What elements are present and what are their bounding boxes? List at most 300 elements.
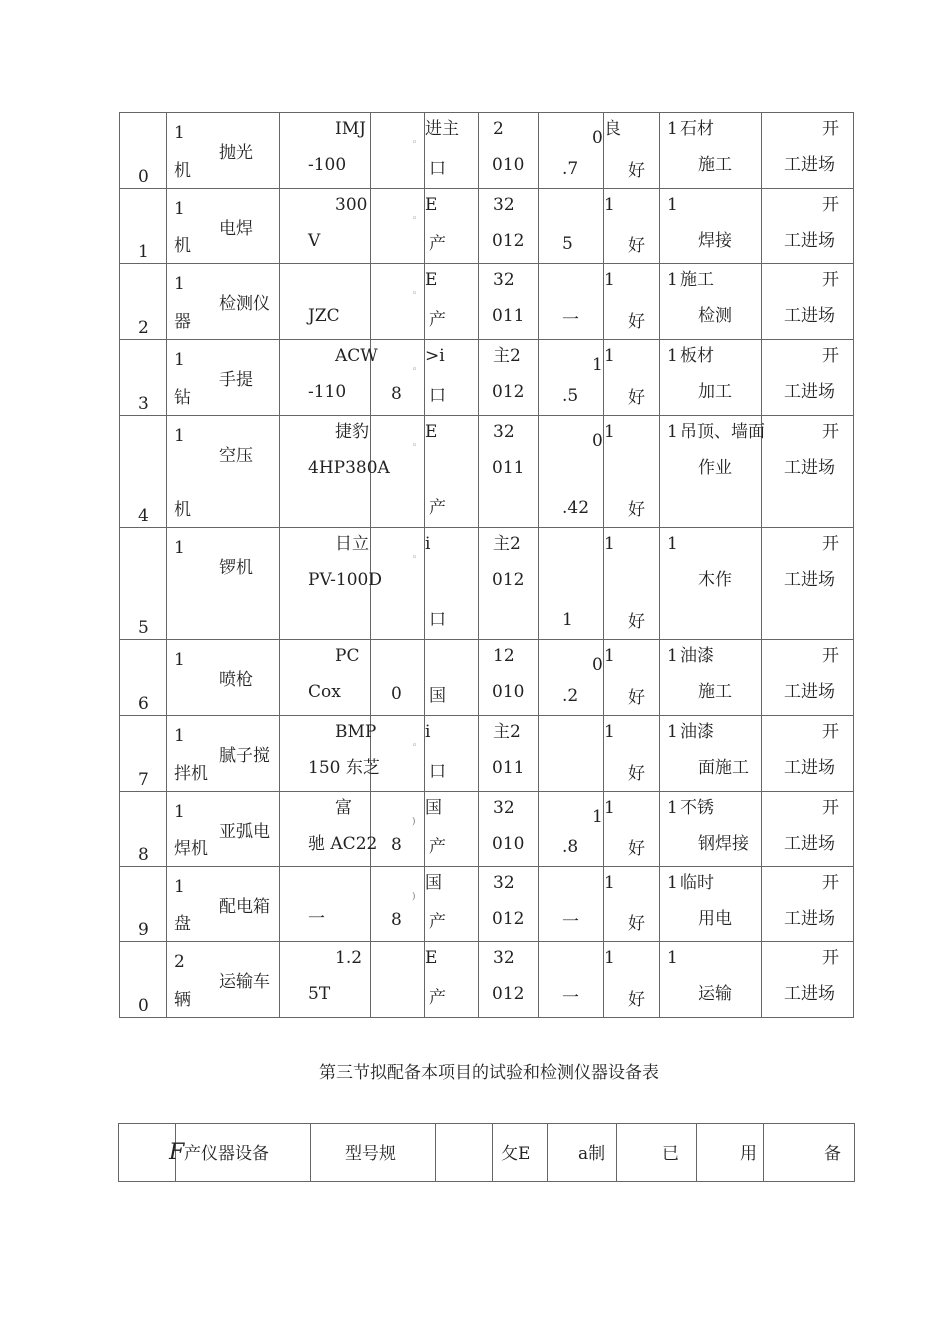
cell-text: 工进场	[784, 758, 835, 778]
cell-text: 开	[822, 195, 839, 215]
equipment-cell	[660, 792, 762, 867]
cell-text: 一	[308, 909, 325, 929]
equipment-cell	[371, 340, 425, 416]
cell-text: 2	[138, 318, 149, 338]
equipment-cell	[371, 792, 425, 867]
cell-text: 油漆	[680, 722, 714, 742]
cell-text: 1	[174, 802, 185, 822]
cell-text: 拌机	[174, 764, 208, 784]
equipment-cell	[120, 792, 167, 867]
cell-text: 焊机	[174, 839, 208, 859]
equipment-row	[120, 113, 854, 189]
equipment-cell	[660, 716, 762, 792]
cell-text: 012	[492, 231, 525, 251]
cell-text: 2	[493, 119, 504, 139]
equipment-cell	[280, 264, 371, 340]
equipment-row	[120, 189, 854, 264]
equipment-cell	[539, 264, 604, 340]
cell-text: 产	[429, 498, 446, 518]
equipment-cell	[120, 942, 167, 1018]
cell-text: 7	[138, 770, 149, 790]
cell-text: 12	[493, 646, 515, 666]
equipment-cell	[604, 189, 660, 264]
equipment-cell	[371, 113, 425, 189]
cell-text: 石材	[680, 119, 714, 139]
header-cell: 备	[764, 1124, 855, 1182]
cell-text: 1	[667, 798, 678, 818]
cell-text: 好	[628, 161, 645, 181]
equipment-cell	[539, 792, 604, 867]
cell-text: 口	[429, 159, 446, 179]
cell-text: 好	[628, 688, 645, 708]
cell-text: ◦	[412, 741, 418, 751]
cell-text: 器	[174, 312, 191, 332]
cell-text: 1	[604, 195, 615, 215]
header-cell: 型号规	[311, 1124, 436, 1182]
equipment-cell	[167, 113, 280, 189]
cell-text: 1	[667, 873, 678, 893]
cell-text: 工进场	[784, 306, 835, 326]
cell-text: ◦	[412, 214, 418, 224]
cell-text: 日立	[335, 534, 369, 554]
cell-text: 油漆	[680, 646, 714, 666]
equipment-cell	[425, 640, 479, 716]
equipment-cell	[604, 264, 660, 340]
cell-text: 电焊	[219, 219, 253, 239]
cell-text: 012	[492, 909, 525, 929]
cell-text: ◦	[412, 138, 418, 148]
cell-text: 工进场	[784, 834, 835, 854]
equipment-cell	[425, 792, 479, 867]
cell-text: E	[425, 195, 438, 215]
equipment-cell	[604, 340, 660, 416]
equipment-cell	[539, 942, 604, 1018]
cell-text: 工进场	[784, 231, 835, 251]
equipment-cell	[762, 640, 854, 716]
equipment-cell	[280, 716, 380, 792]
cell-text: 5	[562, 234, 573, 254]
cell-text: 不锈	[680, 798, 714, 818]
cell-text: 1	[667, 646, 678, 666]
cell-text: 1	[604, 270, 615, 290]
header-cell: 攵E	[493, 1124, 548, 1182]
section-title: 第三节拟配备本项目的试验和检测仪器设备表	[319, 1063, 659, 1083]
header-cell: a制	[548, 1124, 617, 1182]
equipment-cell	[539, 113, 604, 189]
equipment-cell	[280, 942, 371, 1018]
cell-text: E	[425, 948, 438, 968]
cell-text: 011	[492, 758, 525, 778]
equipment-row	[120, 942, 854, 1018]
cell-text: 吊顶、墙面	[680, 422, 765, 442]
equipment-cell	[604, 942, 660, 1018]
equipment-cell	[539, 189, 604, 264]
cell-text: 0	[138, 996, 149, 1016]
cell-text: 开	[822, 798, 839, 818]
cell-text: 1	[604, 722, 615, 742]
cell-text: 产	[429, 234, 446, 254]
cell-text: 口	[429, 386, 446, 406]
cell-text: 产	[429, 837, 446, 857]
equipment-cell	[425, 867, 479, 942]
cell-text: -110	[308, 382, 347, 402]
cell-text: .7	[562, 159, 579, 179]
cell-text: 好	[628, 312, 645, 332]
equipment-cell	[280, 867, 371, 942]
cell-text: 1	[604, 646, 615, 666]
cell-text: 1	[667, 270, 678, 290]
header-cell: F	[119, 1124, 176, 1182]
cell-text: 0	[138, 167, 149, 187]
cell-text: .2	[562, 686, 579, 706]
equipment-cell	[371, 416, 425, 528]
cell-text: BMP	[335, 722, 377, 742]
cell-text: 1	[604, 534, 615, 554]
equipment-cell	[479, 340, 539, 416]
cell-text: 1	[667, 948, 678, 968]
cell-text: 5	[138, 618, 149, 638]
cell-text: 面施工	[698, 758, 749, 778]
equipment-cell	[762, 264, 854, 340]
cell-text: ACW	[335, 346, 378, 366]
equipment-row	[120, 340, 854, 416]
cell-text: 9	[138, 920, 149, 940]
cell-text: 8	[138, 845, 149, 865]
equipment-row	[120, 264, 854, 340]
equipment-row	[120, 792, 854, 867]
equipment-cell	[425, 113, 479, 189]
equipment-cell	[371, 867, 425, 942]
cell-text: 运输车	[219, 972, 270, 992]
cell-text: 1	[174, 650, 185, 670]
cell-text: 0	[592, 655, 603, 675]
instrument-header-row	[119, 1124, 855, 1182]
equipment-cell	[167, 416, 280, 528]
equipment-cell	[479, 640, 539, 716]
cell-text: 好	[628, 990, 645, 1010]
equipment-cell	[539, 867, 604, 942]
cell-text: 012	[492, 382, 525, 402]
cell-text: 1	[592, 355, 603, 375]
cell-text: 机	[174, 500, 191, 520]
cell-text: 钻	[174, 388, 191, 408]
cell-text: 配电箱	[219, 897, 270, 917]
cell-text: 用电	[698, 909, 732, 929]
cell-text: 工进场	[784, 155, 835, 175]
cell-text: 1	[604, 422, 615, 442]
cell-text: 木作	[698, 570, 732, 590]
cell-text: 1	[174, 274, 185, 294]
equipment-cell	[479, 113, 539, 189]
equipment-row	[120, 716, 854, 792]
equipment-cell	[371, 528, 425, 640]
equipment-cell	[479, 189, 539, 264]
cell-text: E	[425, 422, 438, 442]
cell-text: 1	[174, 538, 185, 558]
equipment-cell	[604, 528, 660, 640]
cell-text: V	[308, 231, 321, 251]
cell-text: 工进场	[784, 458, 835, 478]
equipment-cell	[479, 792, 539, 867]
equipment-cell	[604, 792, 660, 867]
cell-text: ◦	[412, 441, 418, 451]
cell-text: 1	[562, 610, 573, 630]
equipment-cell	[425, 716, 479, 792]
equipment-cell	[660, 189, 762, 264]
equipment-row	[120, 416, 854, 528]
cell-text: 1	[604, 873, 615, 893]
cell-text: 32	[493, 422, 515, 442]
cell-text: 运输	[698, 984, 732, 1004]
equipment-cell	[167, 792, 280, 867]
cell-text: 1	[174, 123, 185, 143]
equipment-cell	[280, 340, 378, 416]
cell-text: 好	[628, 236, 645, 256]
equipment-cell	[762, 113, 854, 189]
equipment-cell	[120, 113, 167, 189]
cell-text: 32	[493, 798, 515, 818]
equipment-cell	[371, 942, 425, 1018]
cell-text: 产	[429, 912, 446, 932]
cell-text: 32	[493, 195, 515, 215]
equipment-cell	[371, 189, 425, 264]
equipment-cell	[660, 340, 762, 416]
cell-text: 辆	[174, 990, 191, 1010]
header-cell: 用	[697, 1124, 764, 1182]
cell-text: 进主	[425, 119, 459, 139]
equipment-cell	[425, 416, 479, 528]
equipment-cell	[167, 340, 280, 416]
equipment-cell	[425, 942, 479, 1018]
cell-text: 32	[493, 873, 515, 893]
equipment-cell	[762, 792, 854, 867]
cell-text: 国	[425, 798, 442, 818]
equipment-cell	[762, 867, 854, 942]
cell-text: 0	[592, 431, 603, 451]
equipment-cell	[762, 528, 854, 640]
cell-text: 产	[429, 988, 446, 1008]
equipment-cell	[539, 640, 604, 716]
cell-text: .42	[562, 498, 590, 518]
equipment-cell	[479, 528, 539, 640]
equipment-cell	[539, 528, 604, 640]
equipment-cell	[120, 340, 167, 416]
cell-text: 011	[492, 458, 525, 478]
cell-text: IMJ	[335, 119, 366, 139]
cell-text: 良	[604, 119, 621, 139]
equipment-cell	[539, 416, 604, 528]
cell-text: 主2	[493, 534, 521, 554]
cell-text: 012	[492, 570, 525, 590]
equipment-cell	[479, 716, 539, 792]
cell-text: i	[425, 534, 431, 554]
cell-text: 一	[562, 988, 579, 1008]
equipment-cell	[539, 716, 604, 792]
equipment-cell	[167, 189, 280, 264]
cell-text: 空压	[219, 446, 253, 466]
cell-text: 好	[628, 914, 645, 934]
equipment-cell	[660, 942, 762, 1018]
equipment-cell	[280, 528, 382, 640]
equipment-cell	[167, 640, 280, 716]
equipment-cell	[660, 867, 762, 942]
cell-text: ◦	[412, 289, 418, 299]
equipment-cell	[371, 716, 425, 792]
cell-text: 1	[667, 195, 678, 215]
cell-text: 手提	[219, 370, 253, 390]
equipment-table	[119, 112, 854, 1018]
cell-text: 工进场	[784, 682, 835, 702]
cell-text: 1	[174, 350, 185, 370]
cell-text: 一	[562, 912, 579, 932]
cell-text: 开	[822, 422, 839, 442]
equipment-cell	[371, 264, 425, 340]
equipment-cell	[604, 640, 660, 716]
cell-text: 检测仪	[219, 294, 270, 314]
equipment-cell	[371, 640, 425, 716]
cell-text: 1.2	[335, 948, 363, 968]
cell-text: 1	[667, 346, 678, 366]
cell-text: 1	[604, 798, 615, 818]
cell-text: 工进场	[784, 909, 835, 929]
cell-text: 3	[138, 394, 149, 414]
cell-text: 好	[628, 764, 645, 784]
equipment-cell	[604, 716, 660, 792]
cell-text: ◦	[412, 365, 418, 375]
cell-text: 1	[604, 948, 615, 968]
cell-text: 开	[822, 646, 839, 666]
cell-text: 1	[667, 722, 678, 742]
cell-text: ◦	[412, 553, 418, 563]
cell-text: 抛光	[219, 143, 253, 163]
equipment-cell	[167, 528, 280, 640]
cell-text: 一	[562, 310, 579, 330]
cell-text: 8	[391, 835, 402, 855]
cell-text: 1	[174, 726, 185, 746]
cell-text: 锣机	[219, 558, 253, 578]
cell-text: .8	[562, 837, 579, 857]
equipment-cell	[425, 264, 479, 340]
cell-text: 板材	[680, 346, 714, 366]
cell-text: 0	[592, 128, 603, 148]
cell-text: 1	[604, 346, 615, 366]
cell-text: 主2	[493, 346, 521, 366]
equipment-cell	[762, 340, 854, 416]
cell-text: 5T	[308, 984, 331, 1004]
cell-text: 机	[174, 161, 191, 181]
equipment-cell	[660, 416, 765, 528]
equipment-cell	[167, 942, 280, 1018]
equipment-cell	[280, 113, 371, 189]
cell-text: 1	[667, 422, 678, 442]
cell-text: 1	[174, 199, 185, 219]
equipment-cell	[660, 528, 762, 640]
cell-text: 开	[822, 722, 839, 742]
cell-text: 好	[628, 388, 645, 408]
cell-text: 口	[429, 762, 446, 782]
cell-text: 检测	[698, 306, 732, 326]
cell-text: 加工	[698, 382, 732, 402]
cell-text: 工进场	[784, 570, 835, 590]
cell-text: 010	[492, 155, 525, 175]
cell-text: 1	[667, 119, 678, 139]
cell-text: 驰 AC22	[308, 834, 378, 854]
equipment-row	[120, 640, 854, 716]
cell-text: 国	[429, 686, 446, 706]
cell-text: 钢焊接	[698, 834, 749, 854]
cell-text: Cox	[308, 682, 341, 702]
equipment-cell	[120, 867, 167, 942]
cell-text: 富	[335, 798, 352, 818]
equipment-cell	[762, 189, 854, 264]
equipment-cell	[425, 189, 479, 264]
equipment-cell	[762, 942, 854, 1018]
cell-text: 工进场	[784, 382, 835, 402]
equipment-cell	[425, 340, 479, 416]
header-cell	[436, 1124, 493, 1182]
cell-text: 32	[493, 270, 515, 290]
cell-text: 捷豹	[335, 422, 369, 442]
cell-text: 临时	[680, 873, 714, 893]
cell-text: 工进场	[784, 984, 835, 1004]
cell-text: 8	[391, 910, 402, 930]
cell-text: 开	[822, 534, 839, 554]
cell-text: 焊接	[698, 231, 732, 251]
equipment-cell	[280, 792, 378, 867]
equipment-cell	[280, 189, 371, 264]
cell-text: 开	[822, 346, 839, 366]
cell-text: >i	[425, 346, 445, 366]
cell-text: 机	[174, 236, 191, 256]
cell-text: 主2	[493, 722, 521, 742]
cell-text: 012	[492, 984, 525, 1004]
cell-text: 010	[492, 682, 525, 702]
cell-text: )	[412, 817, 416, 827]
cell-text: 作业	[698, 458, 732, 478]
cell-text: PV-100D	[308, 570, 382, 590]
cell-text: 0	[391, 684, 402, 704]
cell-text: 施工	[680, 270, 714, 290]
cell-text: 8	[391, 384, 402, 404]
equipment-cell	[120, 416, 167, 528]
cell-text: 喷枪	[219, 670, 253, 690]
equipment-cell	[660, 264, 762, 340]
equipment-cell	[660, 113, 762, 189]
cell-text: 011	[492, 306, 525, 326]
cell-text: 2	[174, 952, 185, 972]
cell-text: 国	[425, 873, 442, 893]
cell-text: 1	[592, 807, 603, 827]
equipment-cell	[479, 264, 539, 340]
cell-text: 施工	[698, 682, 732, 702]
cell-text: .5	[562, 386, 579, 406]
equipment-cell	[479, 867, 539, 942]
header-cell: 已	[617, 1124, 697, 1182]
equipment-cell	[167, 264, 280, 340]
equipment-cell	[280, 416, 390, 528]
equipment-cell	[120, 528, 167, 640]
equipment-cell	[479, 416, 539, 528]
equipment-cell	[762, 416, 854, 528]
cell-text: 4	[138, 506, 149, 526]
cell-text: -100	[308, 155, 347, 175]
instrument-table	[118, 1123, 855, 1182]
cell-text: 施工	[698, 155, 732, 175]
cell-text: 32	[493, 948, 515, 968]
cell-text: 010	[492, 834, 525, 854]
equipment-cell	[120, 189, 167, 264]
equipment-cell	[762, 716, 854, 792]
